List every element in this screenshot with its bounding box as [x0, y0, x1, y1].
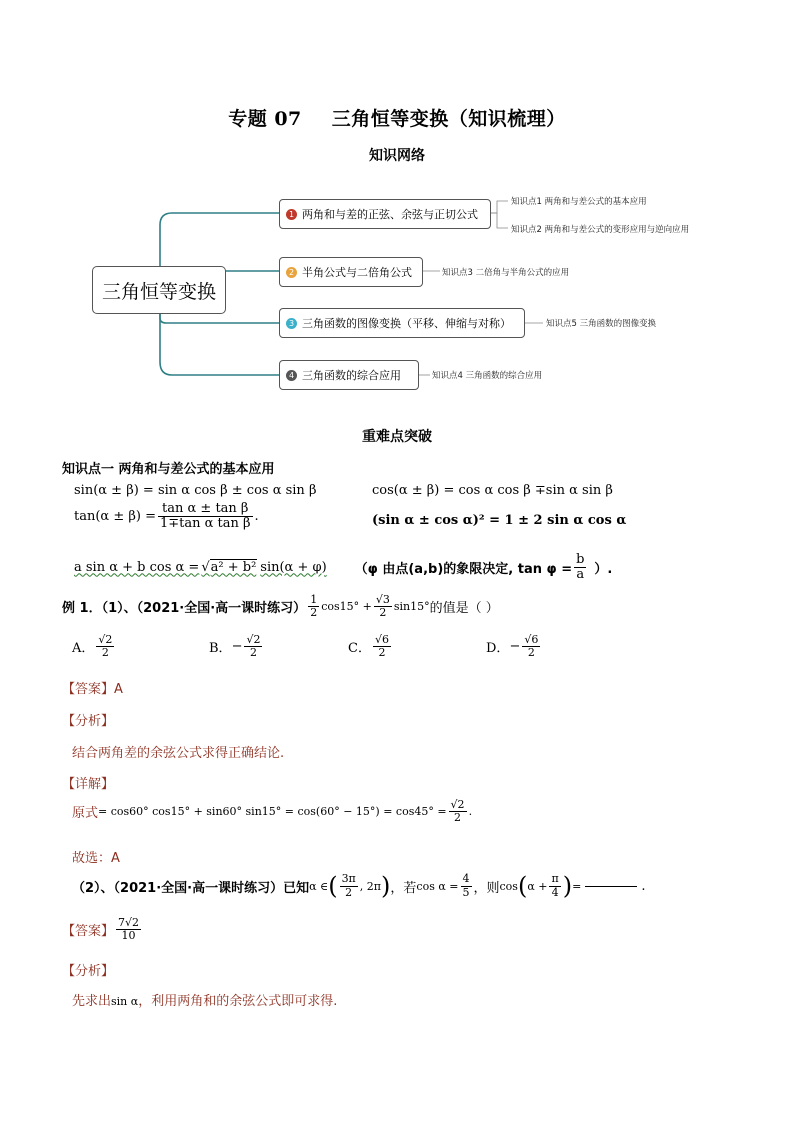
cond-text: ，若	[390, 880, 417, 896]
option-d-label: D．	[486, 641, 510, 657]
aux-fraction	[574, 553, 586, 583]
aux-frac-den: a	[576, 567, 585, 583]
example2-answer-den: 10	[121, 929, 136, 943]
example2-answer-num: 7√2	[118, 916, 140, 929]
option-a-den: 2	[101, 646, 109, 660]
option-b-sign: −	[231, 639, 243, 655]
then-text: ，则	[473, 880, 500, 896]
detail-prefix: 原式	[72, 806, 99, 822]
detail-num: √2	[450, 798, 465, 811]
option-d-sign: −	[509, 639, 521, 655]
option-b-label: B．	[209, 641, 232, 657]
formula-square: (sin α ± cos α)² = 1 ± 2 sin α cos α	[372, 513, 627, 528]
option-c-label: C．	[348, 641, 371, 657]
node-number-3: 3	[286, 318, 297, 329]
example2-analysis	[72, 990, 337, 1009]
detail-end: .	[468, 805, 473, 819]
option-a-label: A．	[72, 641, 95, 657]
alpha-in: α ∈	[309, 879, 329, 893]
target-num: π	[551, 872, 559, 886]
node-label-1: 两角和与差的正弦、余弦与正切公式	[302, 208, 478, 221]
knowledge-point-heading: 知识点一 两角和与差公式的基本应用	[62, 462, 275, 477]
example1-detail-tag: 【详解】	[62, 777, 115, 792]
option-b-num: √2	[246, 633, 261, 646]
detail-expr: = cos60° cos15° + sin60° sin15° = cos(60° − 15°) = cos45° =	[98, 805, 447, 819]
mindmap-node-3	[279, 308, 525, 338]
option-a-num: √2	[98, 633, 113, 646]
detail-den: 2	[454, 811, 462, 825]
option-d-den: 2	[527, 646, 535, 660]
node-label-3: 三角函数的图像变换（平移、伸缩与对称）	[302, 317, 511, 330]
node-number-4: 4	[286, 370, 297, 381]
analysis-pre: 先求出	[72, 994, 112, 1009]
mindmap-leaf-1: 知识点1 两角和与差公式的基本应用	[511, 197, 647, 207]
cos-den: 5	[462, 885, 470, 899]
title-main: 三角恒等变换（知识梳理）	[331, 108, 566, 130]
example1-expr-end: sin15°	[393, 600, 430, 614]
subtitle: 知识网络	[369, 148, 425, 164]
mindmap-leaf-2: 知识点2 两角和与差公式的变形应用与逆向应用	[511, 225, 690, 235]
mindmap-root: 三角恒等变换	[92, 266, 226, 314]
option-c-num: √6	[374, 633, 389, 646]
mindmap-node-4	[279, 360, 419, 390]
formula-tan-fraction	[158, 502, 253, 532]
node-label-4: 三角函数的综合应用	[302, 369, 401, 382]
option-b[interactable]	[209, 634, 264, 659]
option-a[interactable]	[72, 634, 116, 659]
example1-expr-mid: cos15° +	[321, 600, 372, 614]
example1-frac-a-den: 2	[310, 606, 318, 620]
target-den: 4	[551, 885, 559, 899]
formula-tan-lhs: tan(α ± β) =	[74, 509, 156, 525]
example2-prefix: （2）、（2021·全国·高一课时练习）已知	[72, 880, 310, 896]
formula-sin: sin(α ± β) = sin α cos β ± cos α sin β	[74, 483, 317, 498]
formula-cos: cos(α ± β) = cos α cos β ∓sin α sin β	[372, 483, 613, 498]
aux-close: ）.	[594, 562, 613, 578]
analysis-expr: sin α	[111, 995, 139, 1008]
answer-value: A	[114, 682, 123, 697]
example1-analysis: 结合两角差的余弦公式求得正确结论.	[72, 746, 285, 761]
mindmap-node-2	[279, 257, 423, 287]
analysis-post: ，利用两角和的余弦公式即可求得.	[138, 994, 338, 1009]
example1-suffix: 的值是（ ）	[429, 601, 499, 617]
example2-analysis-tag: 【分析】	[62, 964, 115, 979]
example1-frac-b	[374, 594, 392, 619]
option-c[interactable]	[348, 634, 393, 659]
example1-frac-b-num: √3	[375, 593, 390, 606]
example2-answer-tag: 【答案】	[62, 924, 115, 940]
equals-sign: =	[572, 879, 582, 893]
option-c-den: 2	[378, 646, 386, 660]
example2-question: （2）、（2021·全国·高一课时练习）已知 α ∈ ( $\frac{3\pi}{2}$ , 2π ) ，若 cos α = $\frac{4}{5}$ ，则 cos ( α + $\frac{\pi}{4}$ ) = .	[72, 872, 646, 900]
formula-tan-numerator: tan α ± tan β	[158, 502, 253, 517]
mindmap-leaf-5: 知识点4 三角函数的综合应用	[432, 371, 543, 381]
formula-tan-denominator: 1∓tan α tan β	[159, 516, 251, 532]
answer-tag: 【答案】	[62, 682, 115, 697]
section-heading: 重难点突破	[362, 429, 432, 445]
example1-question	[62, 594, 499, 619]
aux-frac-num: b	[576, 552, 585, 567]
aux-note: （φ 由点(a,b)的象限决定, tan φ =	[354, 562, 573, 578]
formula-auxiliary-angle: a sin α + b cos α = √a² + b² sin(α + φ) （φ 由点(a,b)的象限决定, tan φ = $\frac{b}{a}$ ）.	[74, 552, 613, 583]
node-number-2: 2	[286, 267, 297, 278]
example1-frac-a	[308, 594, 319, 619]
target-lhs: cos	[499, 879, 518, 893]
example1-analysis-tag: 【分析】	[62, 714, 115, 729]
aux-lhs: a sin α + b cos α =	[74, 560, 200, 576]
mindmap-node-1	[279, 199, 491, 229]
cos-num: 4	[462, 872, 470, 886]
aux-rhs: sin(α + φ)	[260, 560, 327, 576]
example2-answer	[62, 917, 143, 942]
example1-answer	[62, 678, 123, 697]
node-label-2: 半角公式与二倍角公式	[302, 266, 412, 279]
answer-blank[interactable]	[585, 886, 637, 887]
example1-frac-a-num: 1	[310, 593, 318, 606]
mindmap-leaf-4: 知识点5 三角函数的图像变换	[546, 319, 657, 329]
option-d[interactable]	[486, 634, 542, 659]
title-prefix: 专题 07	[228, 108, 302, 130]
example1-detail	[72, 799, 472, 824]
interval-a-num: 3π	[341, 872, 356, 886]
example1-frac-b-den: 2	[379, 606, 387, 620]
formula-tan: tan(α ± β) = $\frac{\text{tan α ± tan β}}{\text{1∓tan α tan β}}$ .	[74, 501, 259, 532]
interval-a-den: 2	[345, 885, 353, 899]
example1-choose: 故选：A	[72, 851, 120, 866]
interval-b: , 2π	[359, 879, 382, 893]
target-in: α +	[527, 879, 548, 893]
mindmap-leaf-3: 知识点3 二倍角与半角公式的应用	[442, 268, 570, 278]
option-b-den: 2	[249, 646, 257, 660]
cos-lhs: cos α =	[416, 879, 459, 893]
aux-sqrt: a² + b²	[210, 560, 257, 576]
option-d-num: √6	[524, 633, 539, 646]
example2-end: .	[641, 878, 646, 894]
node-number-1: 1	[286, 209, 297, 220]
example1-prefix: 例 1．（1）、（2021·全国·高一课时练习）	[62, 601, 307, 617]
